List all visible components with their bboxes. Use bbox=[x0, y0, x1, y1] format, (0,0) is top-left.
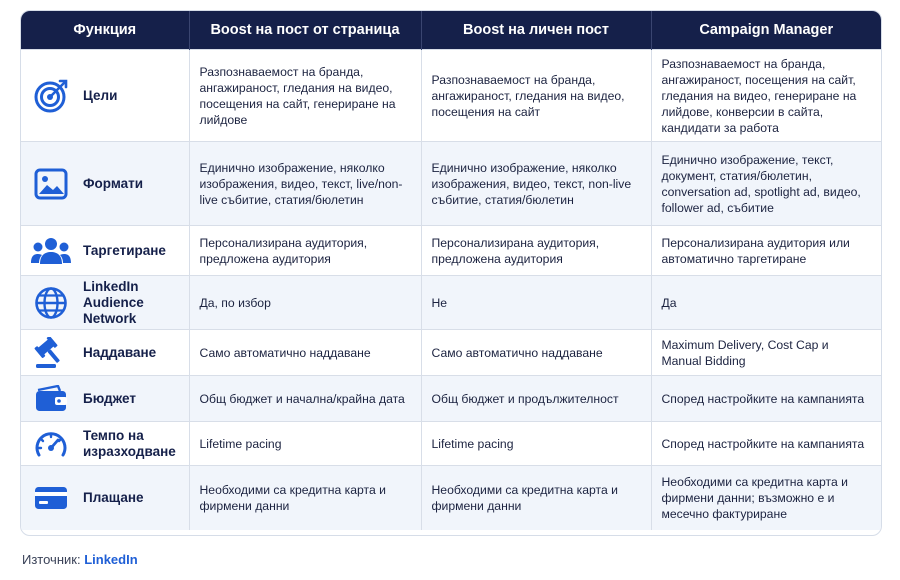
table-header-row bbox=[21, 11, 881, 50]
table-row-formats bbox=[21, 142, 881, 226]
campaign-manager-cell: Необходими са кредитна карта и фирмени данни; възможно е и месечно фактуриране bbox=[651, 466, 881, 530]
source-label: Източник: bbox=[22, 552, 81, 567]
page-boost-cell: Да, по избор bbox=[189, 276, 421, 330]
feature-cell bbox=[21, 376, 189, 422]
campaign-manager-cell: Персонализирана аудитория или автоматично таргетиране bbox=[651, 226, 881, 276]
personal-boost-cell: Необходими са кредитна карта и фирмени данни bbox=[421, 466, 651, 530]
personal-boost-cell: Разпознаваемост на бранда, ангажираност, гледания на видео, посещения на сайт bbox=[421, 50, 651, 142]
feature-cell bbox=[21, 466, 189, 530]
wallet-icon bbox=[31, 379, 71, 419]
table-row-bidding bbox=[21, 330, 881, 376]
page-boost-cell: Персонализирана аудитория, предложена аудитория bbox=[189, 226, 421, 276]
feature-label: Таргетиране bbox=[83, 242, 166, 258]
target-icon bbox=[31, 76, 71, 116]
source-credit bbox=[22, 552, 138, 567]
personal-boost-cell: Общ бюджет и продължителност bbox=[421, 376, 651, 422]
feature-label: Бюджет bbox=[83, 390, 136, 406]
table-row-audience-network bbox=[21, 276, 881, 330]
feature-cell bbox=[21, 142, 189, 226]
campaign-manager-cell: Според настройките на кампанията bbox=[651, 376, 881, 422]
feature-cell bbox=[21, 276, 189, 330]
feature-cell bbox=[21, 226, 189, 276]
personal-boost-cell: Персонализирана аудитория, предложена аудитория bbox=[421, 226, 651, 276]
feature-label: Наддаване bbox=[83, 344, 157, 360]
header-personal-boost: Boost на личен пост bbox=[421, 11, 651, 50]
table-row-targeting bbox=[21, 226, 881, 276]
personal-boost-cell: Не bbox=[421, 276, 651, 330]
comparison-card bbox=[20, 10, 882, 536]
personal-boost-cell: Единично изображение, няколко изображения, видео, текст, non-live събитие, статия/бюлетин bbox=[421, 142, 651, 226]
campaign-manager-cell: Maximum Delivery, Cost Cap и Manual Bidding bbox=[651, 330, 881, 376]
gavel-icon bbox=[31, 333, 71, 373]
table-row-budget bbox=[21, 376, 881, 422]
globe-icon bbox=[31, 283, 71, 323]
feature-label: Цели bbox=[83, 87, 118, 103]
page-boost-cell: Единично изображение, няколко изображения, видео, текст, live/non-live събитие, статия/бюлетин bbox=[189, 142, 421, 226]
image-icon bbox=[31, 164, 71, 204]
source-brand: LinkedIn bbox=[84, 552, 138, 567]
header-campaign-manager: Campaign Manager bbox=[651, 11, 881, 50]
campaign-manager-cell: Според настройките на кампанията bbox=[651, 422, 881, 466]
header-feature: Функция bbox=[21, 11, 189, 50]
campaign-manager-cell: Разпознаваемост на бранда, ангажираност, посещения на сайт, гледания на видео, генериране на лийдове, конверсии в сайта, кандидати за работа bbox=[651, 50, 881, 142]
campaign-manager-cell: Единично изображение, текст, документ, статия/бюлетин, conversation ad, spotlight ad, видео, follower ad, събитие bbox=[651, 142, 881, 226]
header-page-boost: Boost на пост от страница bbox=[189, 11, 421, 50]
feature-cell bbox=[21, 422, 189, 466]
gauge-icon bbox=[31, 424, 71, 464]
feature-cell bbox=[21, 50, 189, 142]
page-boost-cell: Разпознаваемост на бранда, ангажираност, гледания на видео, посещения на сайт, генериране на лийдове bbox=[189, 50, 421, 142]
feature-label: LinkedIn Audience Network bbox=[83, 278, 144, 326]
feature-label: Плащане bbox=[83, 489, 144, 505]
comparison-table bbox=[21, 11, 881, 530]
feature-label: Темпо на изразходване bbox=[83, 427, 176, 459]
audience-icon bbox=[31, 231, 71, 271]
campaign-manager-cell: Да bbox=[651, 276, 881, 330]
personal-boost-cell: Lifetime pacing bbox=[421, 422, 651, 466]
credit-card-icon bbox=[31, 478, 71, 518]
personal-boost-cell: Само автоматично наддаване bbox=[421, 330, 651, 376]
page-boost-cell: Необходими са кредитна карта и фирмени данни bbox=[189, 466, 421, 530]
page-boost-cell: Общ бюджет и начална/крайна дата bbox=[189, 376, 421, 422]
feature-label: Формати bbox=[83, 175, 144, 191]
table-row-goals bbox=[21, 50, 881, 142]
table-row-pacing bbox=[21, 422, 881, 466]
table-row-payment bbox=[21, 466, 881, 530]
page-boost-cell: Lifetime pacing bbox=[189, 422, 421, 466]
page-boost-cell: Само автоматично наддаване bbox=[189, 330, 421, 376]
feature-cell bbox=[21, 330, 189, 376]
